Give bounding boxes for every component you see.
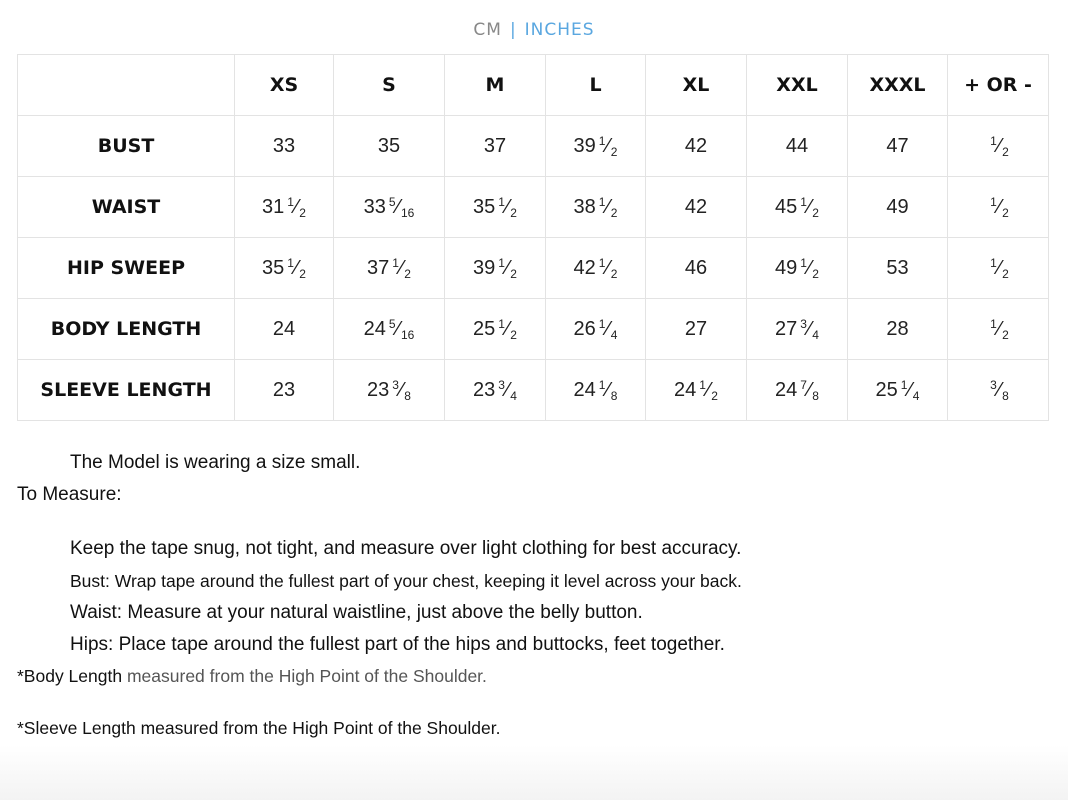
table-row [18,299,1049,360]
measurement-cell: 23 $^3⁄_8$ [334,360,445,421]
bust-instruction: Bust: Wrap tape around the fullest part of your chest, keeping it level across your back. [70,571,742,591]
measurement-cell: 33 [235,116,334,177]
waist-instruction: Waist: Measure at your natural waistline, just above the belly button. [70,602,643,623]
table-row [18,360,1049,421]
measurement-cell: 38 $^1⁄_2$ [546,177,646,238]
body-length-note [17,666,487,687]
size-header: + OR - [948,55,1049,116]
measurement-cell: 35 $^1⁄_2$ [445,177,546,238]
unit-toggle [0,20,1068,40]
table-row [18,177,1049,238]
measurement-cell: $^1⁄_2$ [948,299,1049,360]
sleeve-length-note: *Sleeve Length measured from the High Point of the Shoulder. [17,718,501,738]
row-label: BUST [18,116,235,177]
measurement-cell: 49 $^1⁄_2$ [747,238,848,299]
size-header: XL [646,55,747,116]
measurement-cell: 24 $^7⁄_8$ [747,360,848,421]
measurement-cell: $^1⁄_2$ [948,238,1049,299]
measurement-cell: 27 [646,299,747,360]
table-row [18,238,1049,299]
measurement-cell: 42 [646,116,747,177]
measurement-cell: 39 $^1⁄_2$ [445,238,546,299]
size-header: M [445,55,546,116]
measurement-cell: 23 $^3⁄_4$ [445,360,546,421]
measurement-cell: $^1⁄_2$ [948,116,1049,177]
measurement-cell: 49 [848,177,948,238]
measurement-cell: 42 [646,177,747,238]
measurement-cell: 24 [235,299,334,360]
to-measure-heading: To Measure: [17,484,122,505]
measurement-cell: 47 [848,116,948,177]
size-header: XXL [747,55,848,116]
measurement-cell: 24 $^1⁄_2$ [646,360,747,421]
measurement-cell: 53 [848,238,948,299]
measurement-cell: $^1⁄_2$ [948,177,1049,238]
body-length-note-label: *Body Length [17,666,123,686]
measurement-cell: 24 $^1⁄_8$ [546,360,646,421]
measurement-cell: 26 $^1⁄_4$ [546,299,646,360]
measurement-cell: 46 [646,238,747,299]
size-header: XS [235,55,334,116]
measurement-cell: 37 [445,116,546,177]
size-header: S [334,55,445,116]
measurement-cell: 37 $^1⁄_2$ [334,238,445,299]
unit-separator: | [509,20,517,40]
corner-cell [18,55,235,116]
measurement-cell: 28 [848,299,948,360]
size-chart-table [17,54,1049,421]
unit-cm-link[interactable]: CM [473,20,502,40]
measurement-cell: 25 $^1⁄_4$ [848,360,948,421]
measurement-cell: 23 [235,360,334,421]
measurement-cell: 27 $^3⁄_4$ [747,299,848,360]
header-row [18,55,1049,116]
measurement-cell: 35 [334,116,445,177]
model-note: The Model is wearing a size small. [70,452,361,473]
size-header: XXXL [848,55,948,116]
measurement-cell: $^3⁄_8$ [948,360,1049,421]
row-label: SLEEVE LENGTH [18,360,235,421]
tape-instruction: Keep the tape snug, not tight, and measure over light clothing for best accuracy. [70,538,742,559]
measurement-cell: 39 $^1⁄_2$ [546,116,646,177]
row-label: BODY LENGTH [18,299,235,360]
size-header: L [546,55,646,116]
measurement-cell: 31 $^1⁄_2$ [235,177,334,238]
measurement-cell: 45 $^1⁄_2$ [747,177,848,238]
measurement-cell: 44 [747,116,848,177]
row-label: WAIST [18,177,235,238]
hips-instruction: Hips: Place tape around the fullest part of the hips and buttocks, feet together. [70,634,725,655]
measurement-cell: 35 $^1⁄_2$ [235,238,334,299]
body-length-note-text: measured from the High Point of the Shoulder. [126,666,487,686]
measurement-cell: 33 $^5⁄_{16}$ [334,177,445,238]
table-body [18,116,1049,421]
measurement-cell: 24 $^5⁄_{16}$ [334,299,445,360]
measurement-cell: 25 $^1⁄_2$ [445,299,546,360]
measurement-cell: 42 $^1⁄_2$ [546,238,646,299]
unit-inches-link[interactable]: INCHES [524,20,595,40]
table-row [18,116,1049,177]
row-label: HIP SWEEP [18,238,235,299]
